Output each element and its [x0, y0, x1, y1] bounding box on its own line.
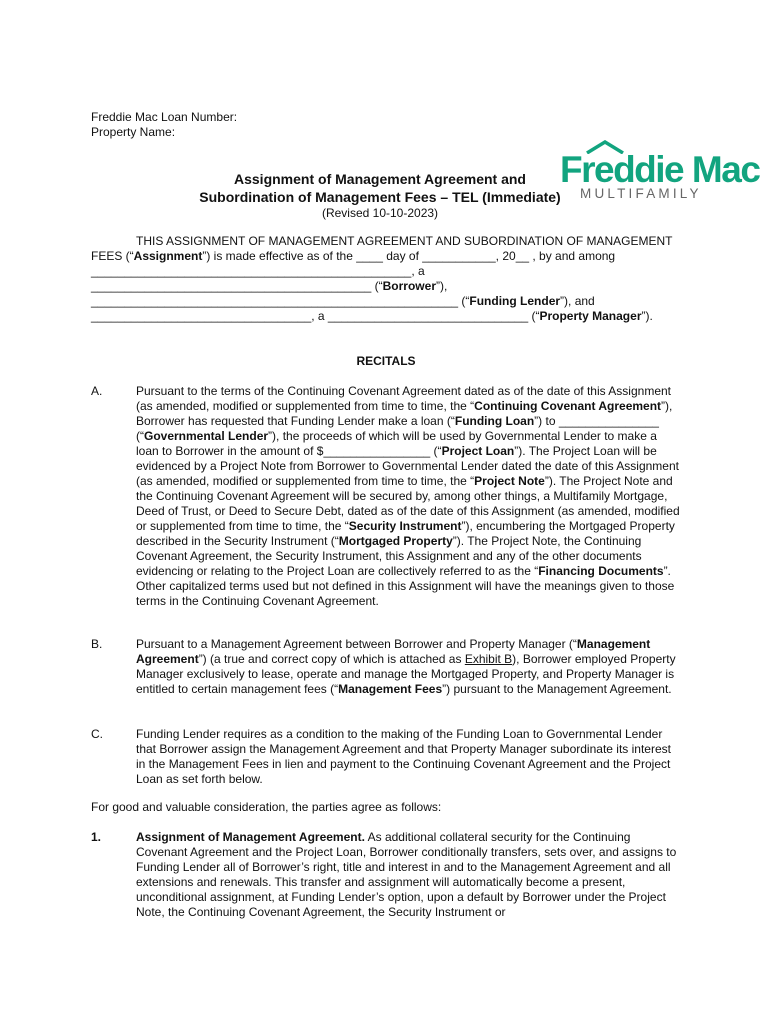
revision-date: (Revised 10-10-2023) [321, 206, 439, 220]
defined-term: Borrower [382, 279, 436, 293]
title-line-1: Assignment of Management Agreement and [234, 171, 526, 187]
recitals-heading: RECITALS [356, 354, 416, 368]
section-1 [91, 830, 681, 920]
section-number: 1. [91, 830, 102, 844]
logo-wordmark: Freddie Mac [560, 149, 760, 190]
recital-c [91, 727, 681, 787]
logo-subtitle: MULTIFAMILY [580, 186, 702, 201]
document-title [180, 170, 580, 206]
intro-paragraph [91, 234, 681, 324]
intro-text: ”), and _________________________________, a ______________________________ (“ [91, 294, 595, 323]
freddie-mac-logo [560, 142, 760, 202]
defined-term: Property Manager [539, 309, 642, 323]
defined-term: Assignment [133, 249, 203, 263]
consideration-text: For good and valuable consideration, the parties agree as follows: [91, 800, 442, 814]
title-line-2: Subordination of Management Fees – TEL (Immediate) [199, 189, 561, 205]
recital-label: C. [91, 727, 103, 741]
intro-text: THIS ASSIGNMENT OF MANAGEMENT AGREEMENT AND SUBORDINATION OF MANAGEMENT FEES (“ [91, 234, 673, 263]
intro-text: ”) is made effective as of the ____ day of ___________, 20__ , by and among ________________________________________________, a __________________________________________ (“ [91, 249, 616, 293]
property-name-label: Property Name: [91, 125, 176, 139]
recital-a [91, 384, 681, 609]
intro-text: ”), _______________________________________________________ (“ [91, 279, 470, 308]
recital-text: Funding Lender requires as a condition to the making of the Funding Loan to Governmental Lender that Borrower assign the Management Agreement and that Property Manager subordinate its interest in the Management Fees in lien and payment to the Continuing Covenant Agreement and the Project Loan as set forth below. [136, 727, 671, 786]
section-text: Assignment of Management Agreement. As additional collateral security for the Continuing Covenant Agreement and the Project Loan, Borrower conditionally transfers, sets over, and assigns to Funding Lender all of Borrower’s right, title and interest in and to the Management Agreement and all extensions and renewals. This transfer and assignment will automatically become a present, unconditional assignment, at Funding Lender’s option, upon a default by Borrower under the Project Note, the Continuing Covenant Agreement, the Security Instrument or [136, 830, 677, 919]
exhibit-b-reference: Exhibit B [464, 652, 513, 666]
intro-text: ”). [641, 309, 653, 323]
recital-text: Pursuant to a Management Agreement between Borrower and Property Manager (“Management Agreement”) (a true and correct copy of which is attached as Exhibit B), Borrower employed Property Manager exclusively to lease, operate and manage the Mortgaged Property, and Property Manager is entitled to certain management fees (“Management Fees”) pursuant to the Management Agreement. [136, 637, 676, 696]
recital-label: A. [91, 384, 103, 398]
loan-number-label: Freddie Mac Loan Number: [91, 110, 238, 124]
section-heading: Assignment of Management Agreement. [136, 830, 365, 844]
recital-b [91, 637, 681, 697]
recital-text: Pursuant to the terms of the Continuing Covenant Agreement dated as of the date of this Assignment (as amended, modified or supplemented from time to time, the “Continuing Covenant Agreement”), Borrower has requested that Funding Lender make a loan (“Funding Loan”) to _______________ (“Governmental Lender”), the proceeds of which will be used by Governmental Lender to make a loan to Borrower in the amount of $________________ (“Project Loan”). The Project Loan will be evidenced by a Project Note from Borrower to Governmental Lender dated the date of this Assignment (as amended, modified or supplemented from time to time, the “Project Note”). The Project Note and the Continuing Covenant Agreement will be secured by, among other things, a Multifamily Mortgage, Deed of Trust, or Deed to Secure Debt, dated as of the date of this Assignment (as amended, modified or supplemented from time to time, the “Security Instrument”), encumbering the Mortgaged Property described in the Security Instrument (“Mortgaged Property”). The Project Note, the Continuing Covenant Agreement, the Security Instrument, this Assignment and any of the other documents evidencing or relating to the Project Loan are collectively referred to as the “Financing Documents”. Other capitalized terms used but not defined in this Assignment will have the meanings given to those terms in the Continuing Covenant Agreement. [136, 384, 680, 608]
recital-label: B. [91, 637, 103, 651]
defined-term: Funding Lender [469, 294, 561, 308]
loan-header [91, 110, 237, 140]
